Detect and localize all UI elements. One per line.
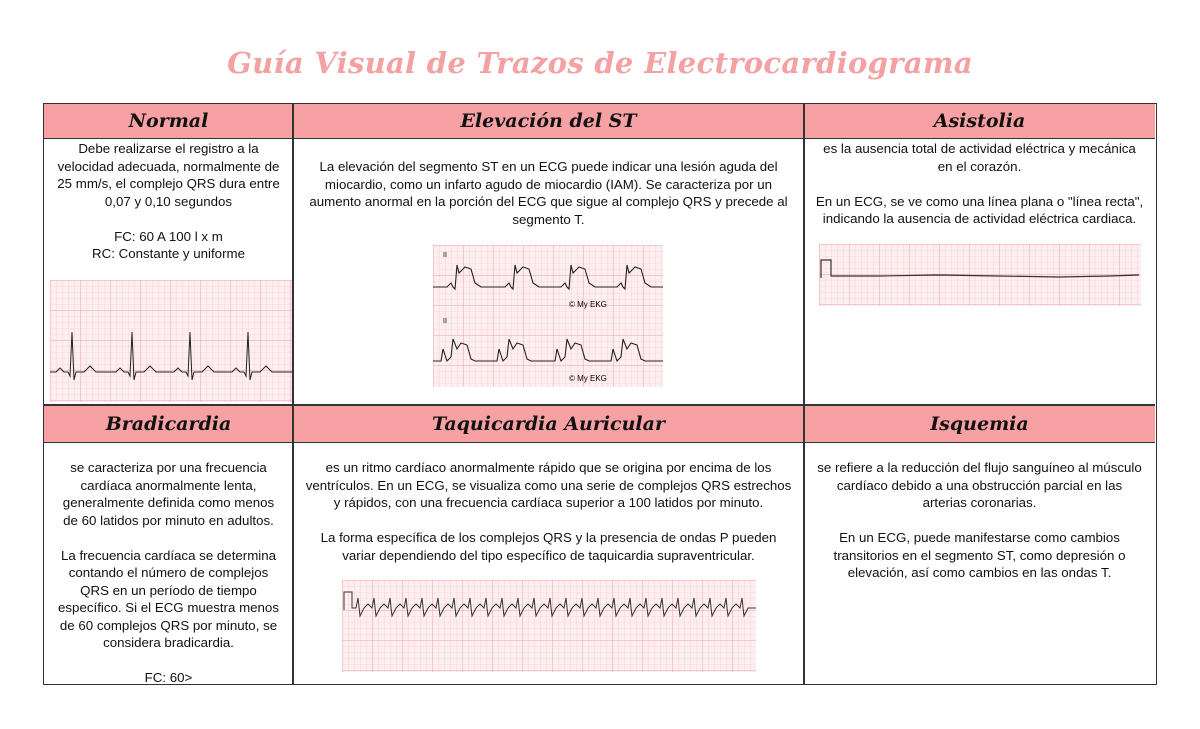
- header-asistolia: Asistolia: [804, 104, 1155, 139]
- ecg-normal-strip: [50, 280, 292, 402]
- header-st-elevation: Elevación del ST: [293, 104, 804, 139]
- page-title: Guía Visual de Trazos de Electrocardiograma: [227, 46, 973, 80]
- lead-label: II: [443, 252, 447, 259]
- ecg-taquicardia-strip: [342, 580, 756, 672]
- ecg-st-elevation-strip: [433, 245, 663, 387]
- bradicardia-description: se caracteriza por una frecuencia cardíaca anormalmente lenta, generalmente definida como menos de 60 latidos por minuto en adultos. La frecuencia cardíaca se determina contando el número de complejos QRS en un período de tiempo específico. Si el ECG muestra menos de 60 complejos QRS por minuto, se considera bradicardia. FC: 60>: [58, 460, 279, 685]
- watermark-text: © My EKG: [569, 300, 607, 309]
- taquicardia-description: es un ritmo cardíaco anormalmente rápido que se origina por encima de los ventrículos. En un ECG, se visualiza como una serie de complejos QRS estrechos y rápidos, con una frecuencia cardíaca superior a 100 latidos por minuto. La forma específica de los complejos QRS y la presencia de ondas P pueden variar dependiendo del tipo específico de taquicardia supraventricular.: [305, 460, 792, 563]
- lead-label: II: [443, 318, 447, 325]
- ecg-guide-table: [43, 103, 1157, 685]
- header-isquemia: Isquemia: [804, 406, 1155, 443]
- asistolia-description: es la ausencia total de actividad eléctrica y mecánica en el corazón. En un ECG, se ve como una línea plana o "línea recta", indicando la ausencia de actividad eléctrica cardiaca.: [815, 141, 1144, 226]
- isquemia-description: se refiere a la reducción del flujo sanguíneo al músculo cardíaco debido a una obstrucción parcial en las arterias coronarias. En un ECG, puede manifestarse como cambios transitorios en el segmento ST, como depresión o elevación, así como cambios en las ondas T.: [817, 460, 1142, 580]
- normal-description: Debe realizarse el registro a la velocidad adecuada, normalmente de 25 mm/s, el complejo QRS dura entre 0,07 y 0,10 segundos FC: 60 A 100 l x m RC: Constante y uniforme: [57, 141, 280, 261]
- header-bradicardia: Bradicardia: [44, 406, 293, 443]
- watermark-text: © My EKG: [569, 374, 607, 383]
- row-divider: [44, 404, 1155, 406]
- ecg-asistolia-strip: [819, 244, 1141, 306]
- header-taquicardia: Taquicardia Auricular: [293, 406, 804, 443]
- st-description: La elevación del segmento ST en un ECG puede indicar una lesión aguda del miocardio, como un infarto agudo de miocardio (IAM). Se caracteriza por un aumento anormal en la porción del ECG que sigue al complejo QRS y precede al segmento T.: [309, 159, 788, 227]
- header-normal: Normal: [44, 104, 293, 139]
